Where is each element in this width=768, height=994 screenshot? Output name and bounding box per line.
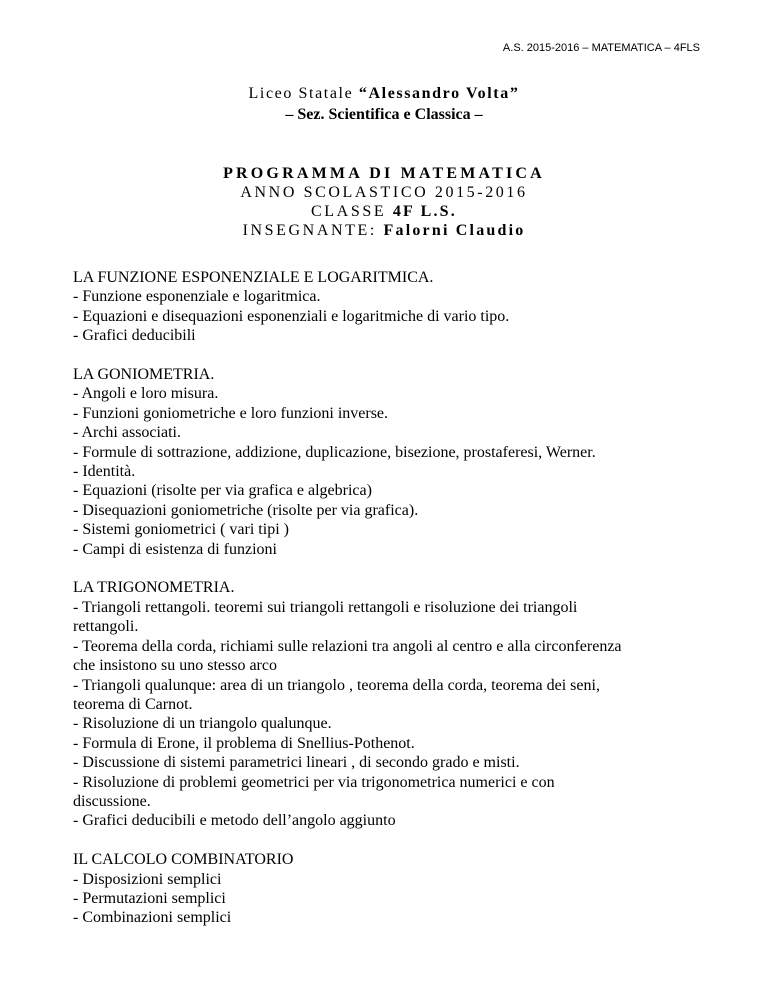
topic-item: - Formule di sottrazione, addizione, duplicazione, bisezione, prostaferesi, Werner. (73, 443, 596, 461)
topic-item: - Sistemi goniometrici ( vari tipi ) (73, 521, 289, 539)
school-name: “Alessandro Volta” (358, 85, 520, 102)
running-header: A.S. 2015-2016 – MATEMATICA – 4FLS (502, 42, 700, 54)
teacher-name: Falorni Claudio (383, 222, 526, 239)
topic-item: discussione. (73, 792, 151, 810)
topic-title: LA GONIOMETRIA. (73, 366, 215, 384)
topic-item: - Equazioni (risolte per via grafica e algebrica) (73, 482, 372, 500)
topic-item: - Funzioni goniometriche e loro funzioni inverse. (73, 404, 389, 422)
school-section: – Sez. Scientifica e Classica – (285, 106, 483, 123)
topic-item: - Archi associati. (73, 424, 181, 442)
class-line (0, 202, 768, 222)
program-content (73, 268, 693, 947)
topic-item: teorema di Carnot. (73, 695, 193, 713)
topic-section (73, 365, 693, 559)
topic-item: - Angoli e loro misura. (73, 385, 219, 403)
topic-item: - Grafici deducibili e metodo dell’angolo aggiunto (73, 812, 396, 830)
topic-item: - Triangoli rettangoli. teoremi sui triangoli rettangoli e risoluzione dei triangoli (73, 598, 578, 616)
teacher-label: INSEGNANTE: (242, 222, 384, 239)
topic-item: - Campi di esistenza di funzioni (73, 540, 277, 558)
topic-section (73, 578, 693, 830)
school-prefix: Liceo Statale (248, 85, 359, 102)
topic-item: - Permutazioni semplici (73, 889, 226, 907)
topic-item: rettangoli. (73, 618, 139, 636)
school-heading (0, 83, 768, 104)
topic-item: - Formula di Erone, il problema di Snellius-Pothenot. (73, 734, 415, 752)
topic-title: LA TRIGONOMETRIA. (73, 579, 235, 597)
topic-item: - Teorema della corda, richiami sulle relazioni tra angoli al centro e alla circonferenza (73, 637, 622, 655)
topic-item: - Disequazioni goniometriche (risolte per via grafica). (73, 501, 419, 519)
topic-title: LA FUNZIONE ESPONENZIALE E LOGARITMICA. (73, 269, 434, 286)
teacher-line (0, 221, 768, 241)
program-title: PROGRAMMA DI MATEMATICA (223, 165, 545, 182)
topic-section (73, 268, 693, 346)
topic-item: - Triangoli qualunque: area di un triangolo , teorema della corda, teorema dei seni, (73, 676, 600, 694)
school-year: ANNO SCOLASTICO 2015-2016 (240, 184, 528, 201)
topic-item: - Disposizioni semplici (73, 870, 222, 888)
topic-item: - Risoluzione di un triangolo qualunque. (73, 715, 332, 733)
topic-item: - Equazioni e disequazioni esponenziali e logaritmiche di vario tipo. (73, 307, 510, 325)
topic-title: IL CALCOLO COMBINATORIO (73, 851, 294, 869)
topic-item: - Discussione di sistemi parametrici lineari , di secondo grado e misti. (73, 754, 520, 772)
class-value: 4F L.S. (392, 203, 457, 220)
class-label: CLASSE (311, 203, 393, 220)
topic-section (73, 850, 693, 928)
topic-item: - Identità. (73, 463, 136, 481)
topic-item: - Funzione esponenziale e logaritmica. (73, 288, 321, 306)
topic-item: - Grafici deducibili (73, 327, 196, 345)
topic-item: - Risoluzione di problemi geometrici per via trigonometrica numerici e con (73, 773, 555, 791)
topic-item: che insistono su uno stesso arco (73, 657, 277, 675)
topic-item: - Combinazioni semplici (73, 909, 232, 927)
